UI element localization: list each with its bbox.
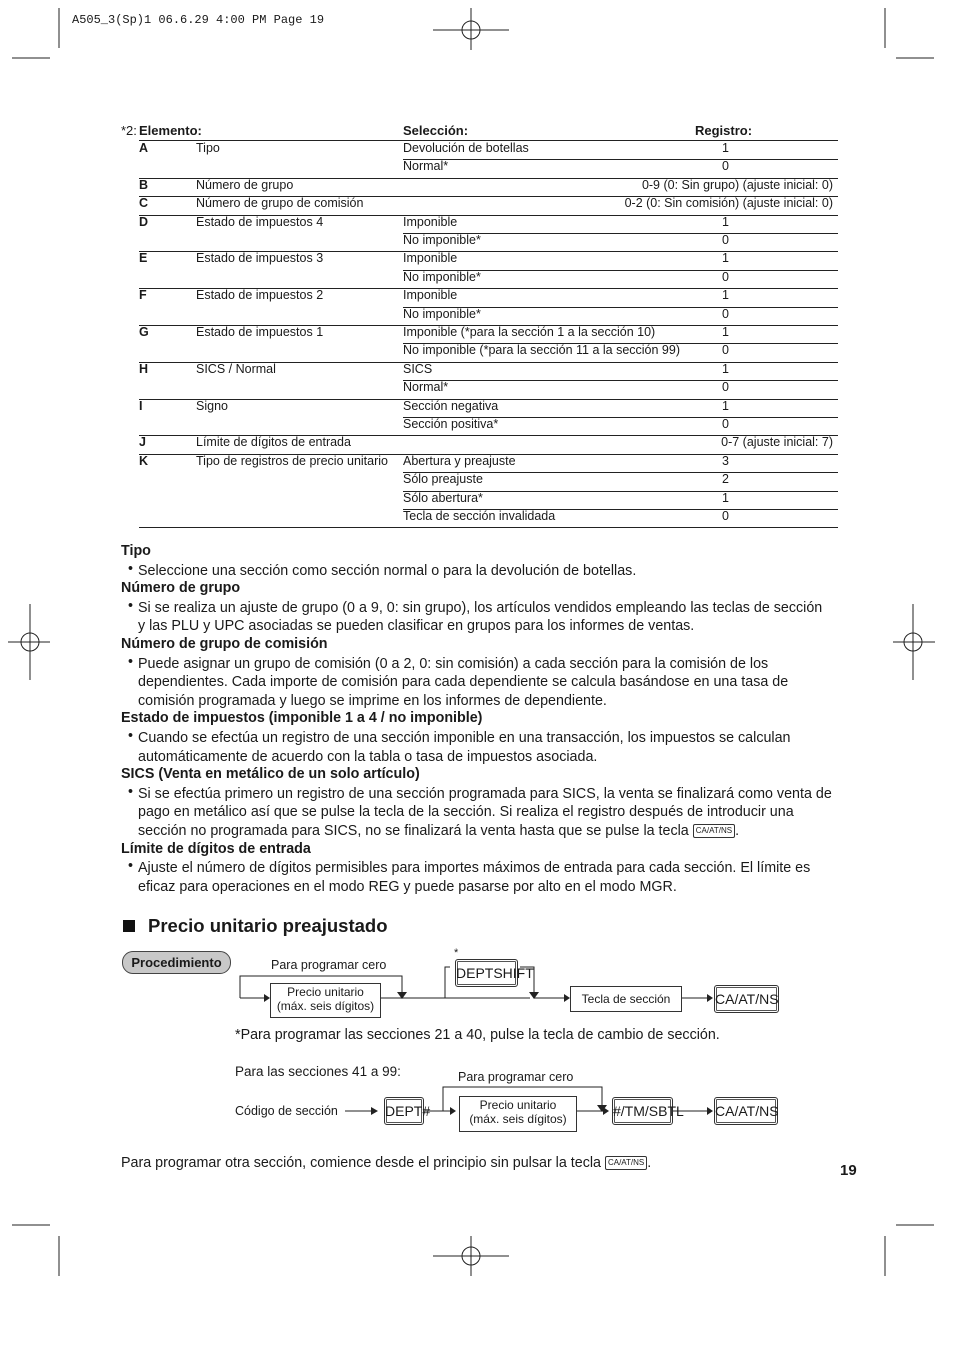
section-title: Tipo xyxy=(121,543,151,559)
row-selection: Imponible (*para la sección 1 a la sección 10) xyxy=(403,325,656,339)
footer-note-text: Para programar otra sección, comience desde el principio sin pulsar la tecla xyxy=(121,1155,601,1171)
row-register: 1 xyxy=(722,251,729,266)
bullet-marker: • xyxy=(128,653,134,670)
row-element: Tipo de registros de precio unitario xyxy=(196,453,388,468)
section-title: Estado de impuestos (imponible 1 a 4 / no imponible) xyxy=(121,710,483,727)
price-box-1-line2: (máx. seis dígitos) xyxy=(276,999,375,1013)
section-heading: Precio unitario preajustado xyxy=(148,915,388,936)
row-register: 1 xyxy=(722,361,729,376)
bullet-marker: • xyxy=(128,728,134,744)
section-title: SICS (Venta en metálico de un solo artículo) xyxy=(121,766,420,783)
row-element: Límite de dígitos de entrada xyxy=(196,435,351,450)
ca-at-ns-inline-key[interactable]: CA/AT/NS xyxy=(693,824,735,838)
section-line-text: Seleccione una sección como sección normal o para la devolución de botellas. xyxy=(138,562,637,579)
row-element: SICS / Normal xyxy=(196,361,276,376)
footer-period: . xyxy=(647,1155,652,1171)
section-title: Límite de dígitos de entrada xyxy=(121,840,311,857)
section-title: Número de grupo xyxy=(121,580,241,597)
row-element: Tipo xyxy=(196,141,220,155)
zero-label-2: Para programar cero xyxy=(458,1070,574,1084)
print-header: A505_3(Sp)1 06.6.29 4:00 PM Page 19 xyxy=(72,13,325,27)
section-line-text: sección no programada para SICS, no se finalizará la venta hasta que se pulse la tecla xyxy=(138,823,689,839)
row-register: 1 xyxy=(722,490,729,505)
row-key: H xyxy=(139,361,149,376)
section-line-text: Si se realiza un ajuste de grupo (0 a 9, 0: sin grupo), los artículos vendidos empleando las teclas de sección xyxy=(138,599,823,616)
section-line-text: Cuando se efectúa un registro de una sección imponible en una transacción, los impuestos se calculan xyxy=(138,730,791,746)
footnote-text: *Para programar las secciones 21 a 40, pulse la tecla de cambio de sección. xyxy=(235,1027,720,1043)
price-box-1 xyxy=(270,983,381,1018)
row-register: 0 xyxy=(722,159,729,174)
sections-41-99-label: Para las secciones 41 a 99: xyxy=(235,1064,401,1079)
footnote-star: * xyxy=(454,947,459,959)
zero-label-1: Para programar cero xyxy=(271,958,387,972)
row-element: Estado de impuestos 1 xyxy=(196,325,324,339)
footer-note xyxy=(121,1155,651,1171)
bullet-marker: • xyxy=(128,597,134,614)
row-key: K xyxy=(139,453,149,468)
row-selection: SICS xyxy=(403,361,433,376)
section-line-text: Ajuste el número de dígitos permisibles para importes máximos de entrada para cada sección. El límite es xyxy=(138,860,811,877)
row-key: A xyxy=(139,141,149,155)
row-selection: Tecla de sección invalidada xyxy=(403,509,556,523)
row-register: 1 xyxy=(722,325,729,339)
row-selection: Normal* xyxy=(403,159,449,174)
row-selection: Normal* xyxy=(403,380,449,395)
row-element: Signo xyxy=(196,398,228,413)
bullet-marker: • xyxy=(128,560,134,577)
table-note-prefix: *2: xyxy=(121,123,137,138)
row-key: F xyxy=(139,288,147,303)
bullet-marker: • xyxy=(128,783,134,800)
price-box-2 xyxy=(459,1096,577,1132)
section-key-box: Tecla de sección xyxy=(570,986,682,1012)
row-register: 1 xyxy=(722,214,729,229)
ca-at-ns-key-1[interactable]: CA/AT/NS xyxy=(714,985,779,1013)
row-selection: No imponible* xyxy=(403,306,481,321)
row-key: G xyxy=(139,325,149,339)
col-header-register: Registro: xyxy=(695,123,753,138)
row-register: 0 xyxy=(722,380,729,395)
row-selection: Sección negativa xyxy=(403,398,499,413)
row-key: J xyxy=(139,435,146,450)
price-box-2-line2: (máx. seis dígitos) xyxy=(469,1112,567,1126)
row-selection: No imponible* xyxy=(403,269,481,284)
row-register: 2 xyxy=(722,472,729,487)
tm-sbtl-key[interactable]: #/TM/SBTL xyxy=(612,1097,673,1125)
section-code-label: Código de sección xyxy=(235,1104,338,1118)
section-line-text: y las PLU y UPC asociadas se pueden clasificar en grupos para los informes de ventas. xyxy=(138,618,695,635)
line-period: . xyxy=(735,823,740,839)
section-title: Número de grupo de comisión xyxy=(121,636,328,652)
row-key: I xyxy=(139,398,143,413)
row-register: 1 xyxy=(722,288,729,303)
row-element: Estado de impuestos 4 xyxy=(196,214,324,229)
row-register: 0 xyxy=(722,269,729,284)
section-line-text: comisión programada y luego se imprime en los informes de dependiente. xyxy=(138,692,607,709)
row-key: B xyxy=(139,177,149,192)
row-register: 0 xyxy=(722,417,729,431)
section-line-text: pago en metálico así que se pulse la tecla de la sección. Si realiza el registro después de introducir una xyxy=(138,804,794,821)
procedure-badge: Procedimiento xyxy=(122,951,231,974)
row-register: 0 xyxy=(722,233,729,247)
page-number: 19 xyxy=(840,1162,857,1179)
row-selection: Devolución de botellas xyxy=(403,141,529,155)
price-box-1-line1: Precio unitario xyxy=(287,985,364,999)
row-element: Número de grupo de comisión xyxy=(196,196,364,211)
row-register: 0 xyxy=(722,306,729,321)
row-element: Estado de impuestos 3 xyxy=(196,251,324,266)
section-line-text: automáticamente de acuerdo con la tabla o tasa de impuestos asociada. xyxy=(138,748,598,765)
row-element: Estado de impuestos 2 xyxy=(196,288,324,303)
row-selection: Imponible xyxy=(403,214,458,229)
row-key: D xyxy=(139,214,149,229)
row-register: 0-2 (0: Sin comisión) (ajuste inicial: 0) xyxy=(624,196,833,211)
row-selection: Sección positiva* xyxy=(403,417,499,431)
price-box-2-line1: Precio unitario xyxy=(479,1098,557,1112)
row-selection: Imponible xyxy=(403,251,458,266)
bullet-marker: • xyxy=(128,858,134,875)
col-header-selection: Selección: xyxy=(403,123,469,138)
section-line-text: Si se efectúa primero un registro de una sección programada para SICS, la venta se finalizará como venta de xyxy=(138,785,832,802)
row-selection: No imponible* xyxy=(403,233,481,247)
row-register: 0 xyxy=(722,509,729,523)
row-register: 3 xyxy=(722,453,729,468)
deptshift-key[interactable]: DEPTSHIFT xyxy=(455,959,518,987)
row-selection: Sólo preajuste xyxy=(403,472,483,487)
dept-number-key[interactable]: DEPT# xyxy=(384,1097,424,1125)
section-line-text: eficaz para operaciones en el modo REG y puede pasarse por alto en el modo MGR. xyxy=(138,878,677,895)
ca-at-ns-key-2[interactable]: CA/AT/NS xyxy=(714,1097,778,1125)
row-register: 0-7 (ajuste inicial: 7) xyxy=(721,435,833,450)
ca-at-ns-inline-key-footer[interactable]: CA/AT/NS xyxy=(605,1156,647,1170)
row-key: E xyxy=(139,251,148,266)
row-register: 0 xyxy=(722,343,729,358)
section-line-text: Puede asignar un grupo de comisión (0 a 2, 0: sin comisión) a cada sección para la comisión de los xyxy=(138,655,769,672)
col-header-element: Elemento: xyxy=(139,123,202,138)
row-selection: No imponible (*para la sección 11 a la sección 99) xyxy=(403,343,681,358)
row-register: 1 xyxy=(722,398,729,413)
row-element: Número de grupo xyxy=(196,177,294,192)
row-register: 0-9 (0: Sin grupo) (ajuste inicial: 0) xyxy=(641,177,833,192)
section-line-text: dependientes. Cada importe de comisión para cada dependiente se calcula basándose en una tasa de xyxy=(138,674,789,691)
row-selection: Imponible xyxy=(403,288,458,303)
row-selection: Sólo abertura* xyxy=(403,490,483,505)
row-key: C xyxy=(139,196,149,211)
row-register: 1 xyxy=(722,141,729,155)
row-selection: Abertura y preajuste xyxy=(403,453,516,468)
